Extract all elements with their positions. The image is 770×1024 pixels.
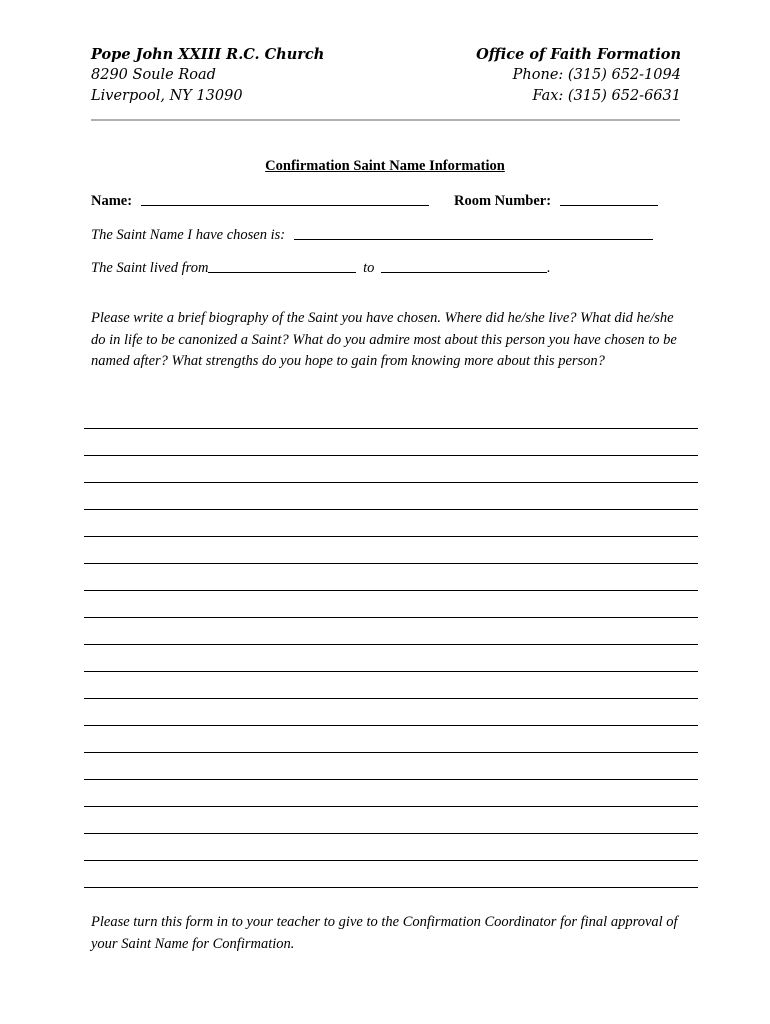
writing-line[interactable] bbox=[84, 536, 698, 537]
writing-line[interactable] bbox=[84, 806, 698, 807]
writing-line[interactable] bbox=[84, 563, 698, 564]
lived-to-field[interactable] bbox=[381, 272, 547, 273]
writing-line[interactable] bbox=[84, 509, 698, 510]
saint-name-row bbox=[91, 227, 653, 244]
writing-line[interactable] bbox=[84, 671, 698, 672]
submission-instructions: Please turn this form in to your teacher to give to the Confirmation Coordinator for final approval of your Saint Name for Confirmation. bbox=[91, 914, 678, 952]
writing-line[interactable] bbox=[84, 887, 698, 888]
lived-to-label: to bbox=[363, 260, 375, 276]
writing-line[interactable] bbox=[84, 860, 698, 861]
writing-line[interactable] bbox=[84, 617, 698, 618]
room-number-label: Room Number: bbox=[454, 193, 552, 209]
church-name: Pope John XXIII R.C. Church bbox=[91, 46, 325, 63]
room-number-field[interactable] bbox=[560, 205, 658, 206]
name-row bbox=[91, 193, 429, 210]
office-phone: Phone: (315) 652-1094 bbox=[512, 67, 681, 83]
room-number-row bbox=[454, 193, 658, 210]
writing-line[interactable] bbox=[84, 590, 698, 591]
saint-name-label: The Saint Name I have chosen is: bbox=[91, 227, 286, 243]
office-fax: Fax: (315) 652-6631 bbox=[532, 88, 681, 104]
name-field[interactable] bbox=[141, 205, 429, 206]
writing-line[interactable] bbox=[84, 428, 698, 429]
writing-line[interactable] bbox=[84, 698, 698, 699]
writing-line[interactable] bbox=[84, 752, 698, 753]
writing-line[interactable] bbox=[84, 455, 698, 456]
writing-line[interactable] bbox=[84, 644, 698, 645]
office-name: Office of Faith Formation bbox=[476, 46, 681, 63]
saint-name-field[interactable] bbox=[294, 239, 653, 240]
lived-from-label: The Saint lived from bbox=[91, 260, 209, 276]
church-street: 8290 Soule Road bbox=[91, 67, 216, 83]
saint-lifespan-row bbox=[91, 260, 551, 277]
office-contact-block bbox=[351, 44, 681, 107]
church-city: Liverpool, NY 13090 bbox=[91, 88, 243, 104]
writing-line[interactable] bbox=[84, 833, 698, 834]
name-label: Name: bbox=[91, 193, 133, 209]
writing-line[interactable] bbox=[84, 482, 698, 483]
writing-line[interactable] bbox=[84, 725, 698, 726]
header-divider bbox=[91, 119, 680, 121]
form-title: Confirmation Saint Name Information bbox=[265, 158, 505, 174]
biography-prompt: Please write a brief biography of the Saint you have chosen. Where did he/she live? What did he/she do in life to be canonized a Saint? What do you admire most about this person you have chosen to be named after? What strengths do you hope to gain from knowing more about this person? bbox=[91, 310, 677, 369]
lived-end-period: . bbox=[547, 260, 551, 276]
lived-from-field[interactable] bbox=[208, 272, 356, 273]
writing-line[interactable] bbox=[84, 779, 698, 780]
